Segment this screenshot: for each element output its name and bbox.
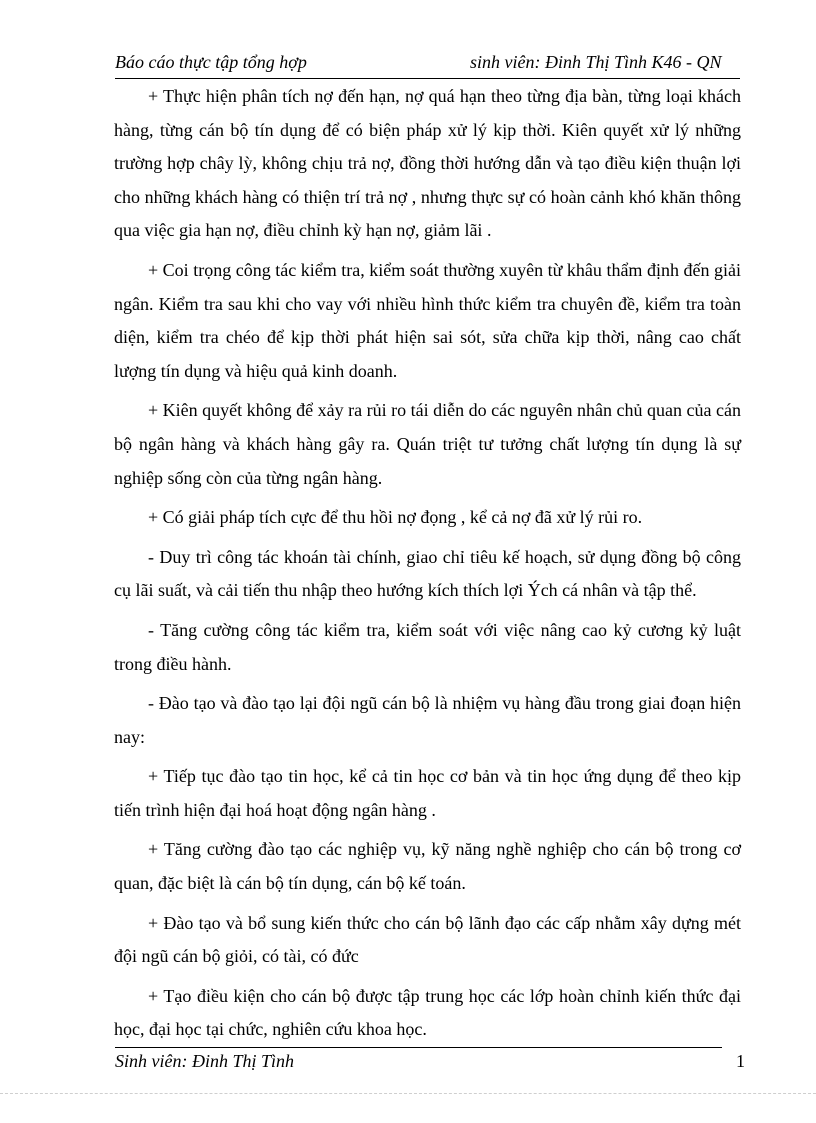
paragraph-higher-education: + Tạo điều kiện cho cán bộ được tập trung học các lớp hoàn chỉnh kiến thức đại học, đại học tại chức, nghiên cứu khoa học.	[114, 985, 741, 1040]
paragraph-inspection: + Coi trọng công tác kiểm tra, kiểm soát thường xuyên từ khâu thẩm định đến giải ngân. Kiểm tra sau khi cho vay với nhiều hình thức kiểm tra chuyên đề, kiểm tra toàn diện, kiểm tra chéo để kịp thời phát hiện sai sót, sửa chữa kịp thời, nâng cao chất lượng tín dụng và hiệu quả kinh doanh.	[114, 259, 741, 381]
header-student-info: sinh viên: Đinh Thị Tình K46 - QN	[470, 52, 722, 72]
paragraph-staff-training: - Đào tạo và đào tạo lại đội ngũ cán bộ là nhiệm vụ hàng đầu trong giai đoạn hiện nay:	[114, 693, 741, 747]
page-boundary-line	[0, 1093, 816, 1094]
paragraph-it-training: + Tiếp tục đào tạo tin học, kể cả tin học cơ bản và tin học ứng dụng để theo kịp tiến trình hiện đại hoá hoạt động ngân hàng .	[114, 766, 741, 820]
paragraph-debt-analysis: + Thực hiện phân tích nợ đến hạn, nợ quá hạn theo từng địa bàn, từng loại khách hàng, từng cán bộ tín dụng để có biện pháp xử lý kịp thời. Kiên quyết xử lý những trường hợp chây lỳ, không chịu trả nợ, đồng thời hướng dẫn và tạo điều kiện thuận lợi cho những khách hàng có thiện trí trả nợ , nhưng thực sự có hoàn cảnh khó khăn thông qua việc gia hạn nợ, điều chỉnh kỳ hạn nợ, giảm lãi .	[114, 86, 741, 241]
page-header	[115, 50, 740, 79]
paragraph-risk-prevention: + Kiên quyết không để xảy ra rủi ro tái diễn do các nguyên nhân chủ quan của cán bộ ngân hàng và khách hàng gây ra. Quán triệt tư tưởng chất lượng tín dụng là sự nghiệp sống còn của từng ngân hàng.	[114, 400, 741, 488]
footer-author: Sinh viên: Đinh Thị Tình	[115, 1051, 294, 1071]
paragraph-professional-training: + Tăng cường đào tạo các nghiệp vụ, kỹ năng nghề nghiệp cho cán bộ trong cơ quan, đặc biệt là cán bộ tín dụng, cán bộ kế toán.	[114, 839, 741, 894]
paragraph-discipline: - Tăng cường công tác kiểm tra, kiểm soát với việc nâng cao kỷ cương kỷ luật trong điều hành.	[114, 619, 741, 674]
footer-divider	[115, 1047, 722, 1048]
document-body	[114, 80, 741, 1047]
paragraph-debt-recovery: + Có giải pháp tích cực để thu hồi nợ đọng , kể cả nợ đã xử lý rủi ro.	[148, 507, 643, 528]
paragraph-financial-contracting: - Duy trì công tác khoán tài chính, giao chỉ tiêu kế hoạch, sử dụng đồng bộ công cụ lãi suất, và cải tiến thu nhập theo hướng kích thích lợi Ých cá nhân và tập thể.	[114, 546, 741, 601]
page-number: 1	[736, 1051, 745, 1071]
header-report-title: Báo cáo thực tập tổng hợp	[115, 52, 307, 72]
paragraph-leadership-training: + Đào tạo và bổ sung kiến thức cho cán bộ lãnh đạo các cấp nhằm xây dựng mét đội ngũ cán bộ giỏi, có tài, có đức	[114, 912, 741, 967]
